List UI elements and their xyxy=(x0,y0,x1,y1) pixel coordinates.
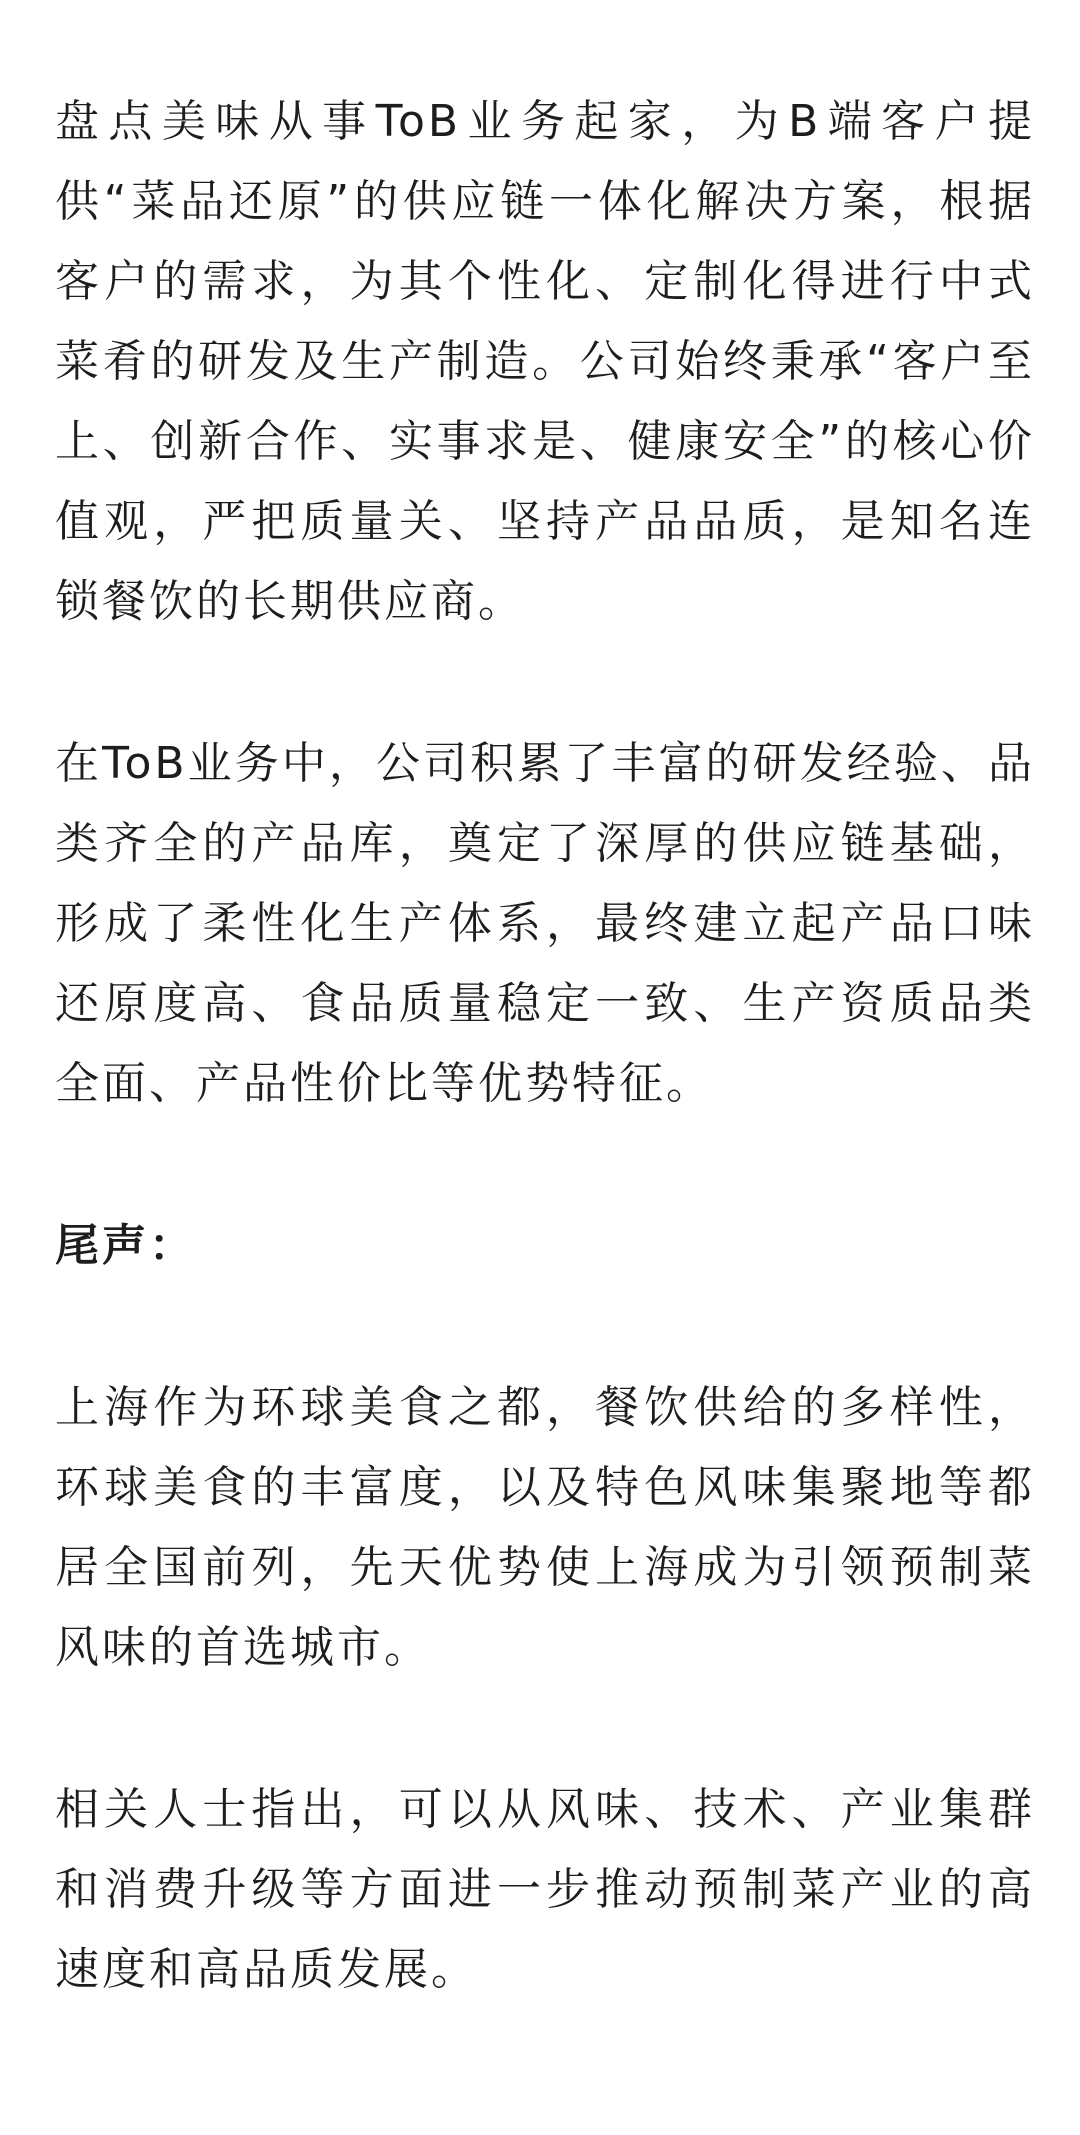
paragraph-shanghai: 上海作为环球美食之都，餐饮供给的多样性，环球美食的丰富度，以及特色风味集聚地等都居全国前列，先天优势使上海成为引领预制菜风味的首选城市。 xyxy=(55,1382,1035,1673)
paragraph-conclusion: 相关人士指出，可以从风味、技术、产业集群和消费升级等方面进一步推动预制菜产业的高速度和高品质发展。 xyxy=(55,1784,1035,1995)
paragraph-spacer xyxy=(55,1688,1035,1770)
paragraph-spacer xyxy=(55,642,1035,724)
section-heading-epilogue: 尾声： xyxy=(55,1220,196,1271)
article-body xyxy=(55,82,1035,2010)
paragraph-spacer xyxy=(55,1286,1035,1368)
paragraph-company-intro: 盘点美味从事ToB业务起家，为B端客户提供“菜品还原”的供应链一体化解决方案，根据客户的需求，为其个性化、定制化得进行中式菜肴的研发及生产制造。公司始终秉承“客户至上、创新合作、实事求是、健康安全”的核心价值观，严把质量关、坚持产品品质，是知名连锁餐饮的长期供应商。 xyxy=(55,96,1035,627)
paragraph-tob-business: 在ToB业务中，公司积累了丰富的研发经验、品类齐全的产品库，奠定了深厚的供应链基础，形成了柔性化生产体系，最终建立起产品口味还原度高、食品质量稳定一致、生产资质品类全面、产品性价比等优势特征。 xyxy=(55,738,1035,1109)
paragraph-spacer xyxy=(55,1124,1035,1206)
